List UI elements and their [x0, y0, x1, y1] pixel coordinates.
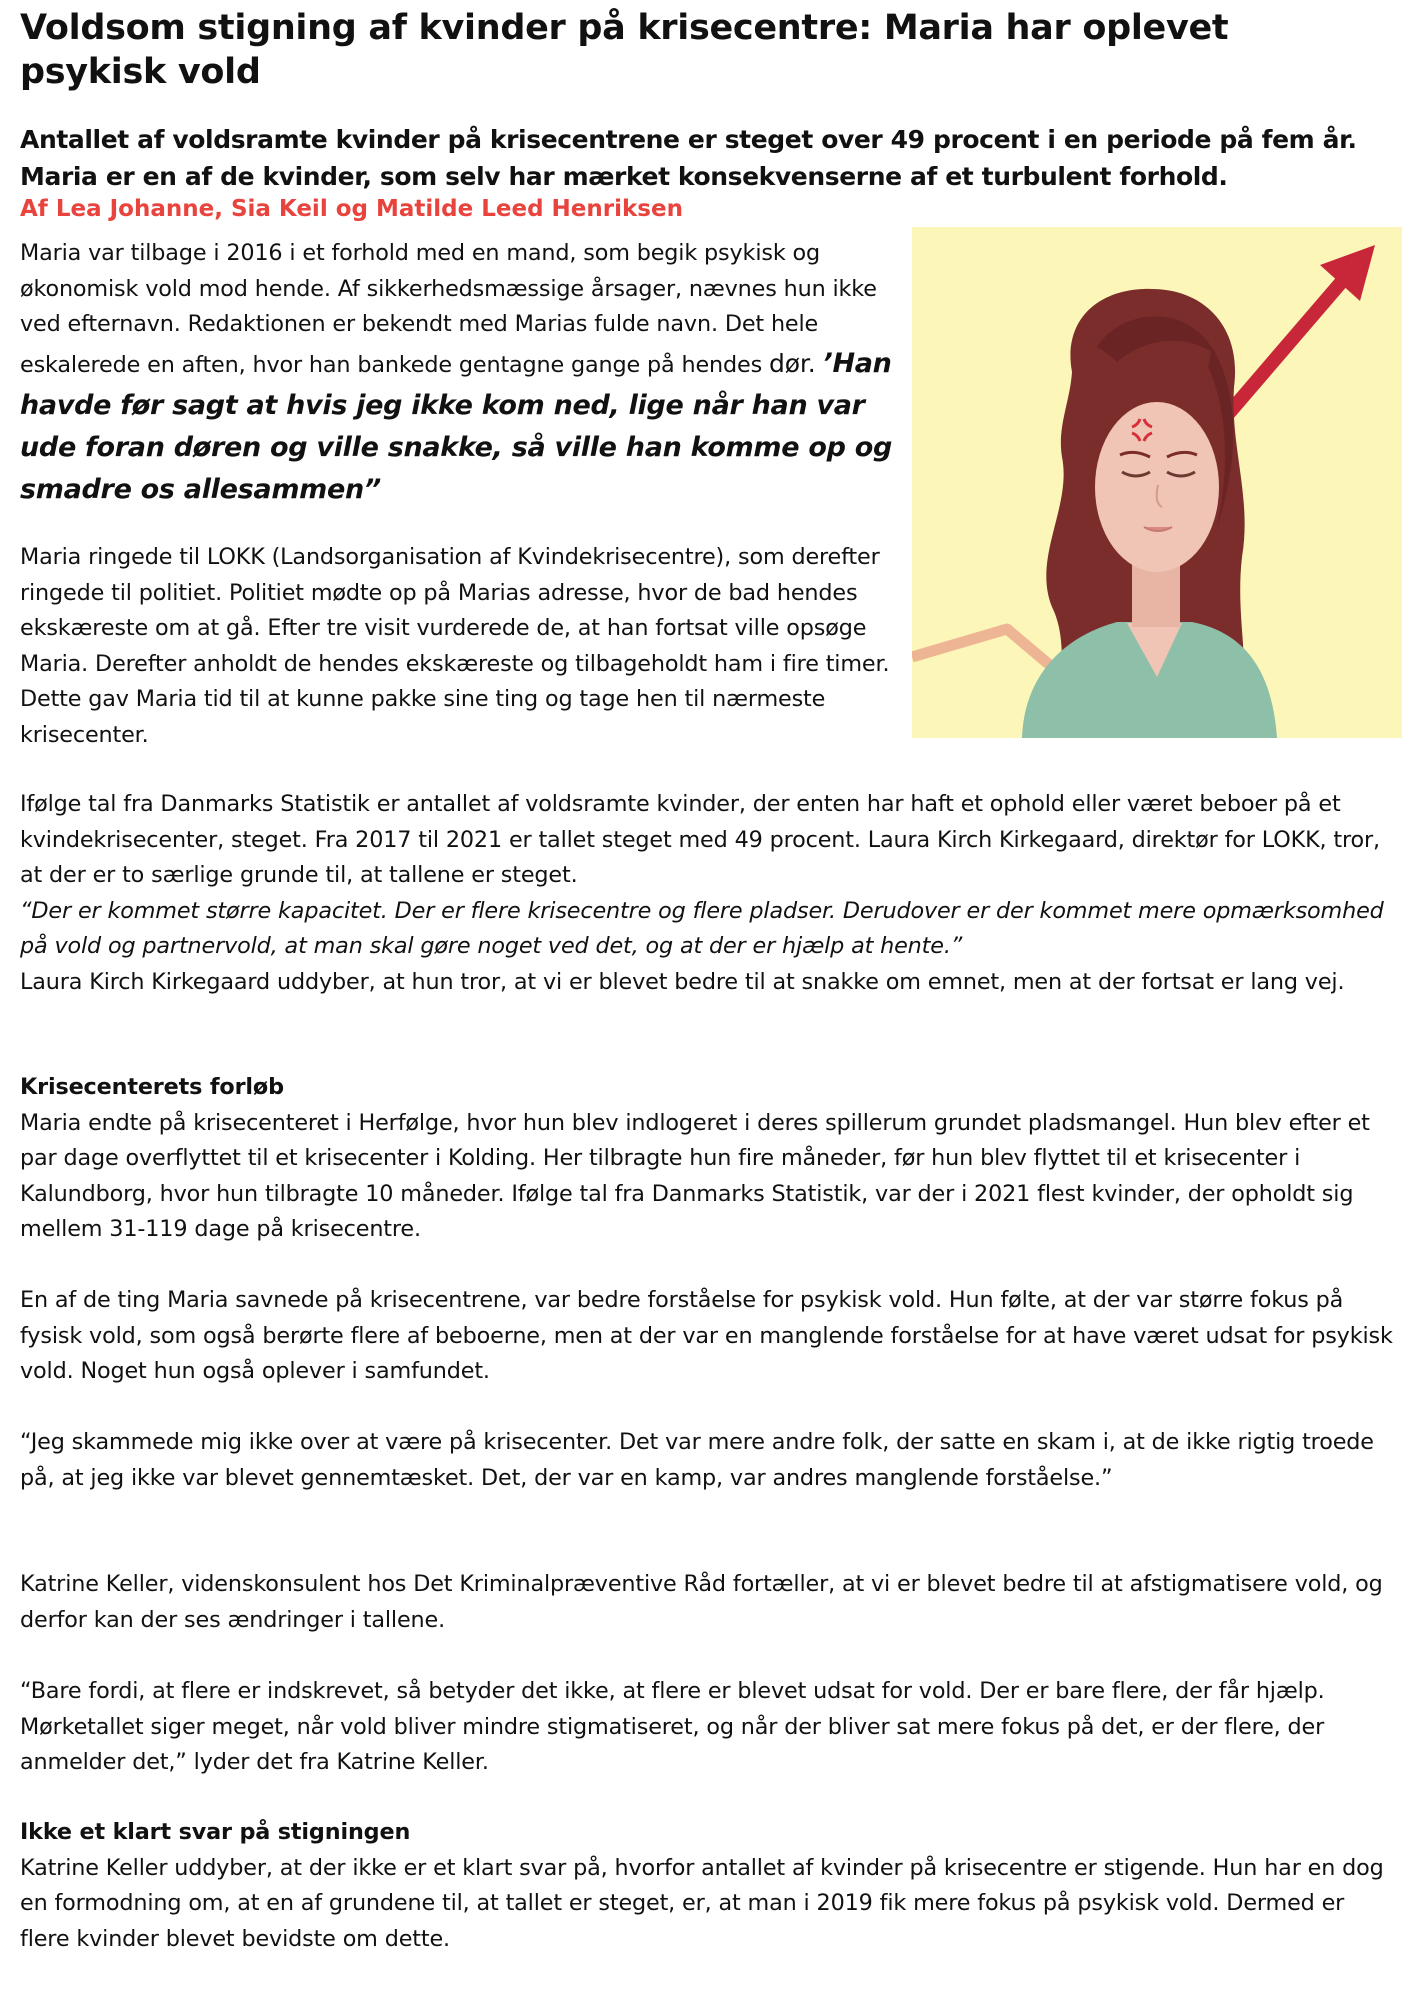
crisis-center-section [20, 1070, 1400, 1248]
paragraph-psychological-violence: En af de ting Maria savnede på krisecentrene, var bedre forståelse for psykisk vold. Hun følte, at der var større fokus på fysisk vold, som også berørte flere af beboerne, men at der var en manglende forståelse for at have været udsat for psykisk vold. Noget hun også oplever i samfundet. [20, 1287, 1393, 1384]
paragraph-no-clear-answer: Katrine Keller uddyber, at der ikke er et klart svar på, hvorfor antallet af kvinder på krisecentre er stigende. Hun har en dog en formodning om, at en af grundene til, at tallet er steget, er, at man i 2019 fik mere fokus på psykisk vold. Dermed er flere kvinder blevet bevidste om dette. [20, 1854, 1384, 1952]
intro-paragraph: Maria var tilbage i 2016 i et forhold med en mand, som begik psykisk og økonomisk vold mod hende. Af sikkerhedsmæssige årsager, nævnes hun ikke ved efternavn. Redaktionen er bekendt med Marias fulde navn. Det hele eskalerede en aften, hvor han bankede gentagne gange på hendes [20, 240, 877, 378]
article-lede: Antallet af voldsramte kvinder på krisecentrene er steget over 49 procent i en periode på fem år. Maria er en af de kvinder, som selv har mærket konsekvenserne af et turbulent forhold. [20, 125, 1357, 191]
statistics-block [20, 787, 1400, 1000]
no-clear-answer-section [20, 1815, 1400, 1957]
subheading-crisis-center: Krisecenterets forløb [20, 1074, 284, 1100]
article-byline: Af Lea Johanne, Sia Keil og Matilde Leed Henriksen [20, 196, 683, 222]
paragraph-crisis-center: Maria endte på krisecenteret i Herfølge, hvor hun blev indlogeret i deres spillerum grundet pladsmangel. Hun blev efter et par dage overflyttet til et krisecenter i Kolding. Her tilbragte hun fire måneder, før hun blev flyttet til et krisecenter i Kalundborg, hvor hun tilbragte 10 måneder. Ifølge tal fra Danmarks Statistik, var der i 2021 flest kvinder, der opholdt sig mellem 31-119 dage på krisecentre. [20, 1109, 1370, 1242]
article-illustration [912, 227, 1402, 738]
paragraph-katrine-keller: Katrine Keller, videnskonsulent hos Det Kriminalpræventive Råd fortæller, at vi er blevet bedre til at afstigmatisere vold, og derfor kan der ses ændringer i tallene. [20, 1571, 1383, 1633]
laura-quote: “Der er kommet større kapacitet. Der er flere krisecentre og flere pladser. Derudover er der kommet mere opmærksomhed på vold og partnervold, at man skal gøre noget ved det, og at der er hjælp at hente.” [20, 897, 1384, 959]
paragraph-lokk-call: Maria ringede til LOKK (Landsorganisation af Kvindekrisecentre), som derefter ringede til politiet. Politiet mødte op på Marias adresse, hvor de bad hendes ekskæreste om at gå. Efter tre visit vurderede de, at han fortsat ville opsøge Maria. Derefter anholdt de hendes ekskæreste og tilbageholdt ham i fire timer. Dette gav Maria tid til at kunne pakke sine ting og tage hen til nærmeste krisecenter. [20, 544, 890, 748]
intro-block [20, 236, 920, 511]
intro-paragraph-end: dør. [769, 348, 816, 378]
upset-woman-rising-arrow-illustration [912, 227, 1402, 738]
article-title: Voldsom stigning af kvinder på krisecentre: Maria har oplevet psykisk vold [20, 8, 1229, 92]
katrine-quote: “Bare fordi, at flere er indskrevet, så betyder det ikke, at flere er blevet udsat for vold. Der er bare flere, der får hjælp. Mørketallet siger meget, når vold bliver mindre stigmatiseret, og når der bliver sat mere fokus på det, er der flere, der anmelder det,” lyder det fra Katrine Keller. [20, 1678, 1325, 1775]
paragraph-laura-elaborates: Laura Kirch Kirkegaard uddyber, at hun tror, at vi er blevet bedre til at snakke om emnet, men at der fortsat er lang vej. [20, 968, 1345, 995]
subheading-no-clear-answer: Ikke et klart svar på stigningen [20, 1819, 411, 1845]
paragraph-statistics: Ifølge tal fra Danmarks Statistik er antallet af voldsramte kvinder, der enten har haft et ophold eller været beboer på et kvindekrisecenter, steget. Fra 2017 til 2021 er tallet steget med 49 procent. Laura Kirch Kirkegaard, direktør for LOKK, tror, at der er to særlige grunde til, at tallene er steget. [20, 791, 1380, 888]
pull-quote: ’Han havde før sagt at hvis jeg ikke kom ned, lige når han var ude foran døren og ville snakke, så ville han komme op og smadre os allesammen” [20, 347, 893, 505]
maria-quote: “Jeg skammede mig ikke over at være på krisecenter. Det var mere andre folk, der satte en skam i, at de ikke rigtig troede på, at jeg ikke var blevet gennemtæsket. Det, der var en kamp, var andres manglende forståelse.” [20, 1429, 1374, 1491]
